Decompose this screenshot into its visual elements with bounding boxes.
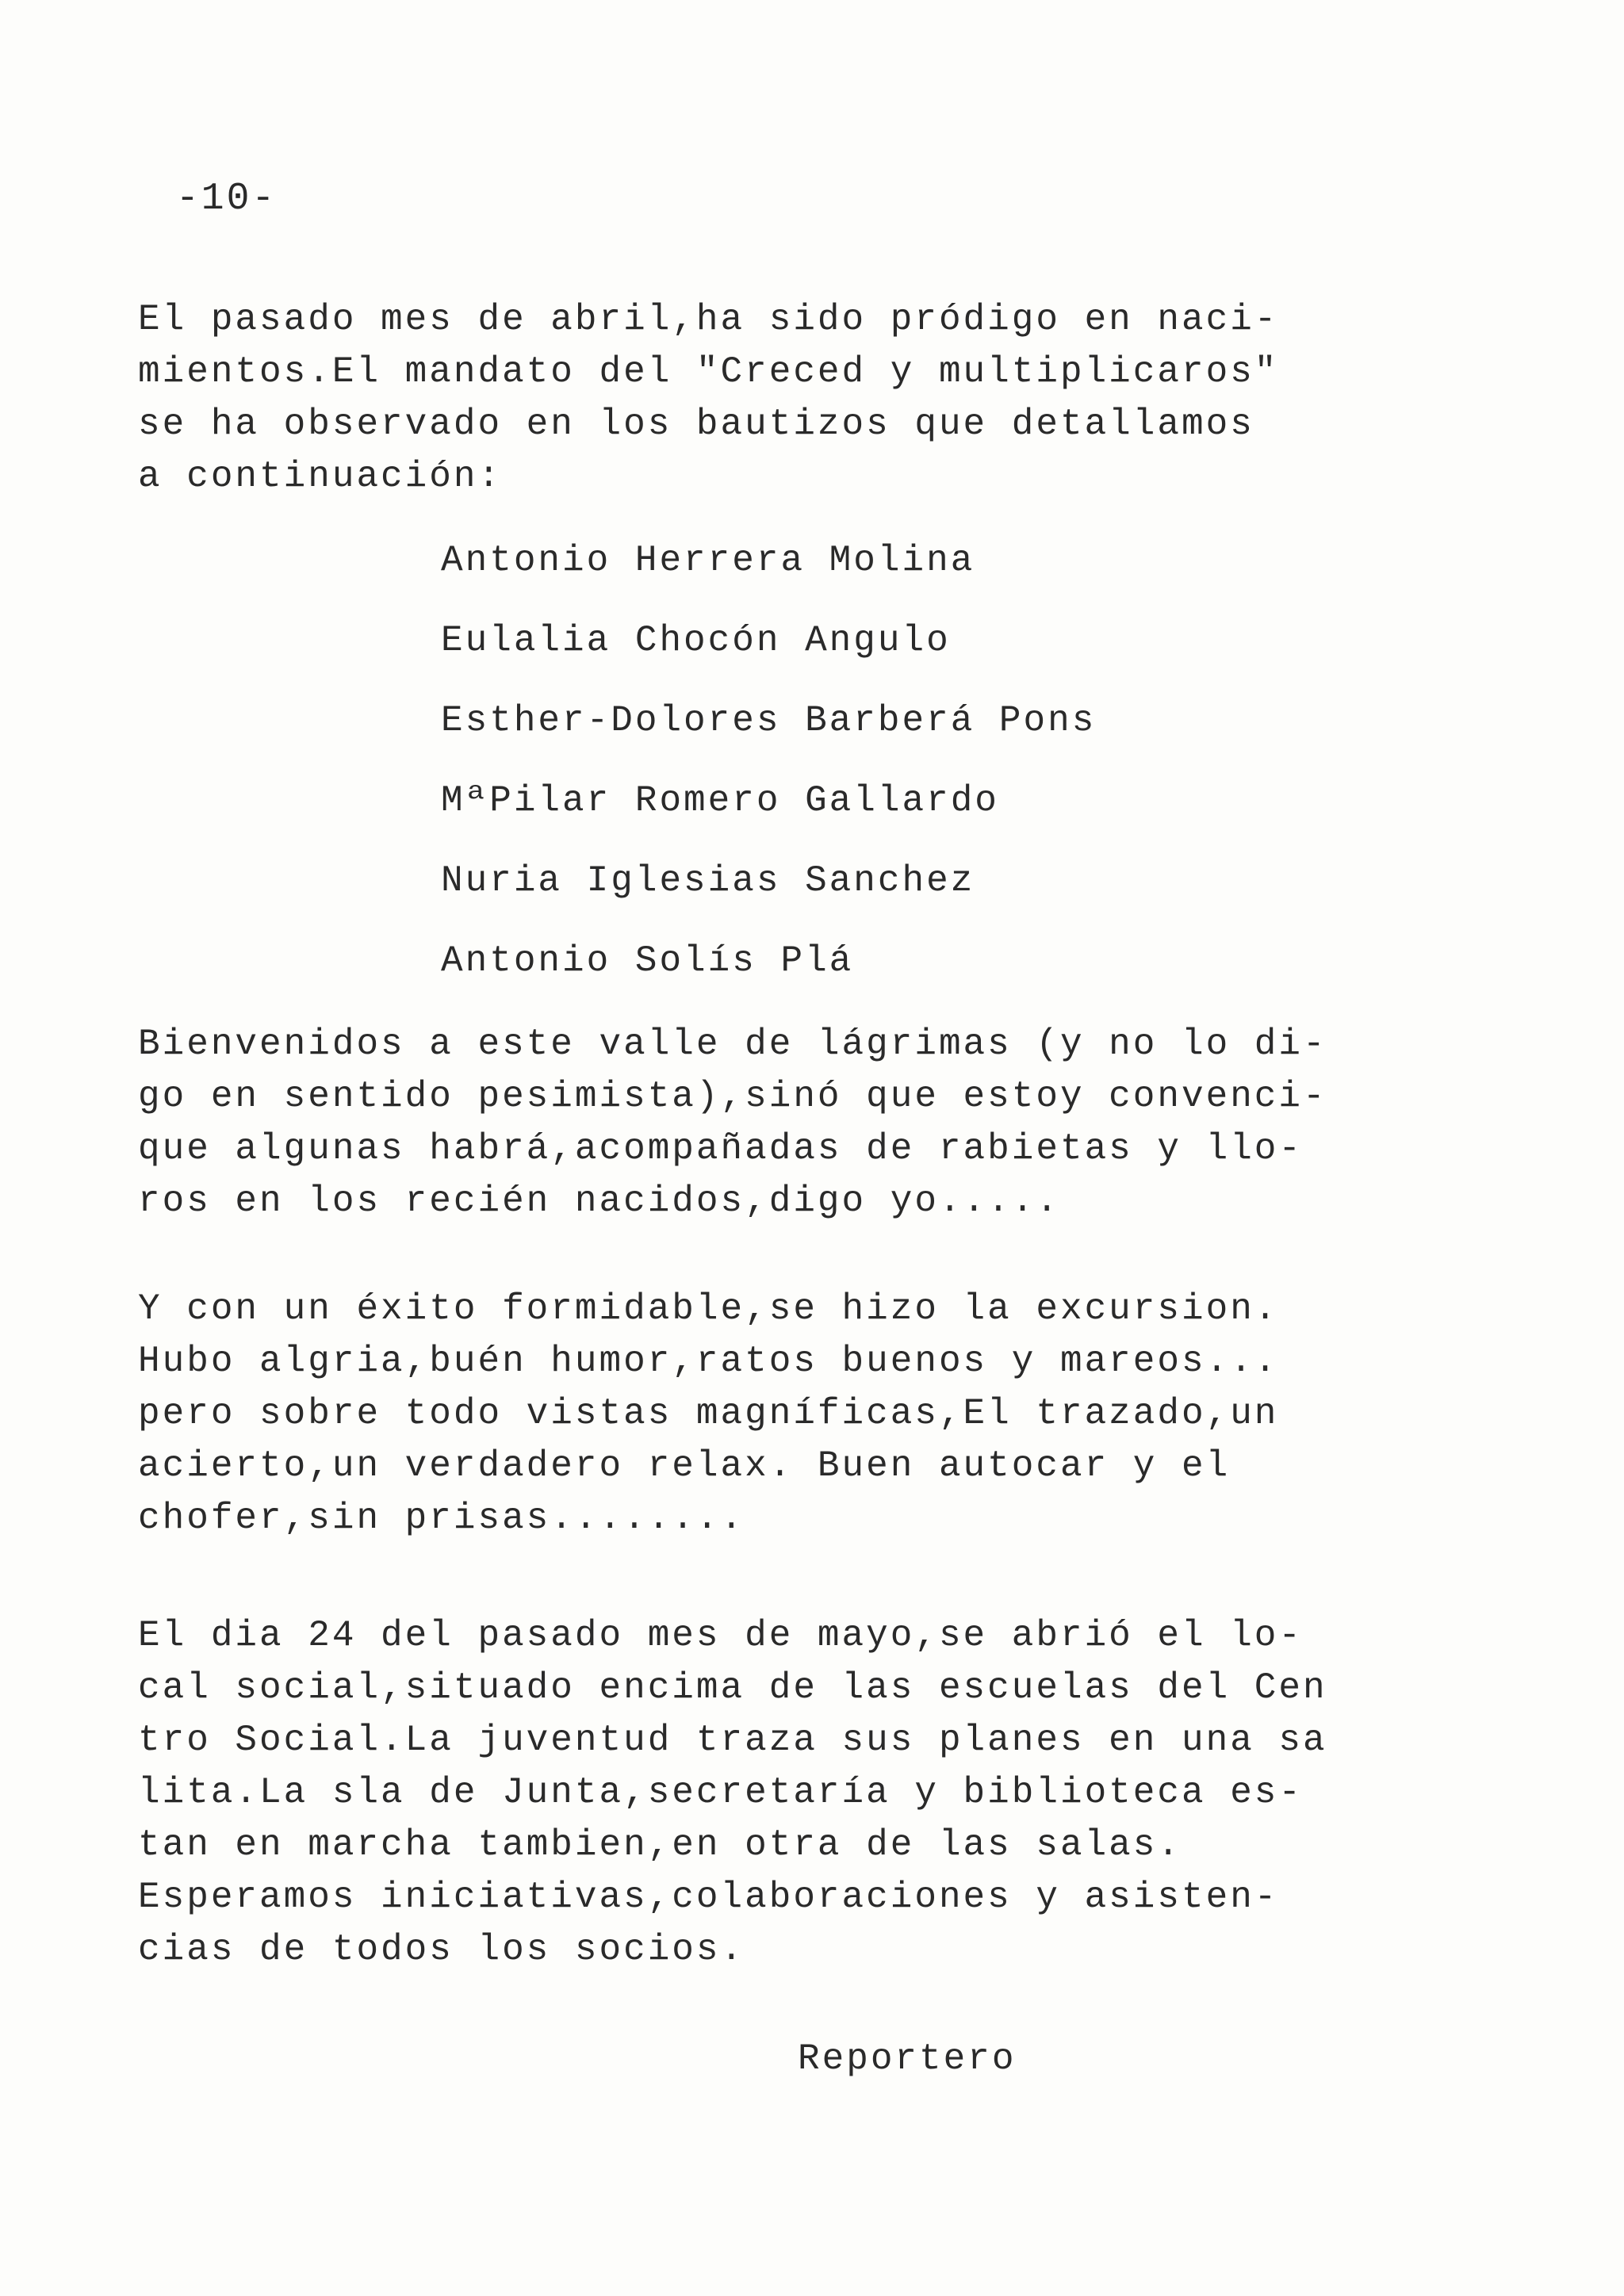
text-line: tan en marcha tambien,en otra de las salas. xyxy=(138,1824,1182,1866)
text-line: mientos.El mandato del "Creced y multiplicaros" xyxy=(138,351,1279,392)
list-item: Nuria Iglesias Sanchez xyxy=(441,860,975,901)
text-line: El pasado mes de abril,ha sido pródigo en naci- xyxy=(138,299,1279,340)
text-line: tro Social.La juventud traza sus planes en una sa xyxy=(138,1720,1327,1761)
text-line: se ha observado en los bautizos que detallamos xyxy=(138,404,1254,445)
baptism-list xyxy=(441,534,1392,1015)
text-line: lita.La sla de Junta,secretaría y biblioteca es- xyxy=(138,1772,1304,1813)
text-line: acierto,un verdadero relax. Buen autocar y el xyxy=(138,1445,1231,1487)
text-line: Y con un éxito formidable,se hizo la excursion. xyxy=(138,1288,1279,1330)
list-item: Esther-Dolores Barberá Pons xyxy=(441,700,1097,741)
list-item: Antonio Herrera Molina xyxy=(441,540,975,581)
list-item: Antonio Solís Plá xyxy=(441,940,854,982)
text-line: pero sobre todo vistas magníficas,El trazado,un xyxy=(138,1393,1279,1434)
page-number: -10- xyxy=(176,178,278,220)
text-line: que algunas habrá,acompañadas de rabietas y llo- xyxy=(138,1128,1304,1169)
text-line: Esperamos iniciativas,colaboraciones y asisten- xyxy=(138,1877,1279,1918)
text-line: El dia 24 del pasado mes de mayo,se abrió el lo- xyxy=(138,1615,1304,1656)
list-item: Eulalia Chocón Angulo xyxy=(441,620,951,661)
text-line: a continuación: xyxy=(138,456,503,497)
text-line: Hubo algria,buén humor,ratos buenos y mareos... xyxy=(138,1341,1279,1382)
signature: Reportero xyxy=(798,2038,1017,2080)
text-line: Bienvenidos a este valle de lágrimas (y no lo di- xyxy=(138,1024,1327,1065)
list-item: MªPilar Romero Gallardo xyxy=(441,780,999,821)
text-line: go en sentido pesimista),sinó que estoy convenci- xyxy=(138,1076,1327,1117)
text-line: cal social,situado encima de las escuelas del Cen xyxy=(138,1667,1327,1709)
text-line: ros en los recién nacidos,digo yo..... xyxy=(138,1181,1060,1222)
text-line: cias de todos los socios. xyxy=(138,1929,745,1970)
paragraph-excursion xyxy=(138,1283,1502,1544)
text-line: chofer,sin prisas........ xyxy=(138,1498,745,1539)
paragraph-social-hall xyxy=(138,1609,1502,1976)
paragraph-welcome xyxy=(138,1018,1502,1227)
paragraph-births xyxy=(138,293,1502,503)
